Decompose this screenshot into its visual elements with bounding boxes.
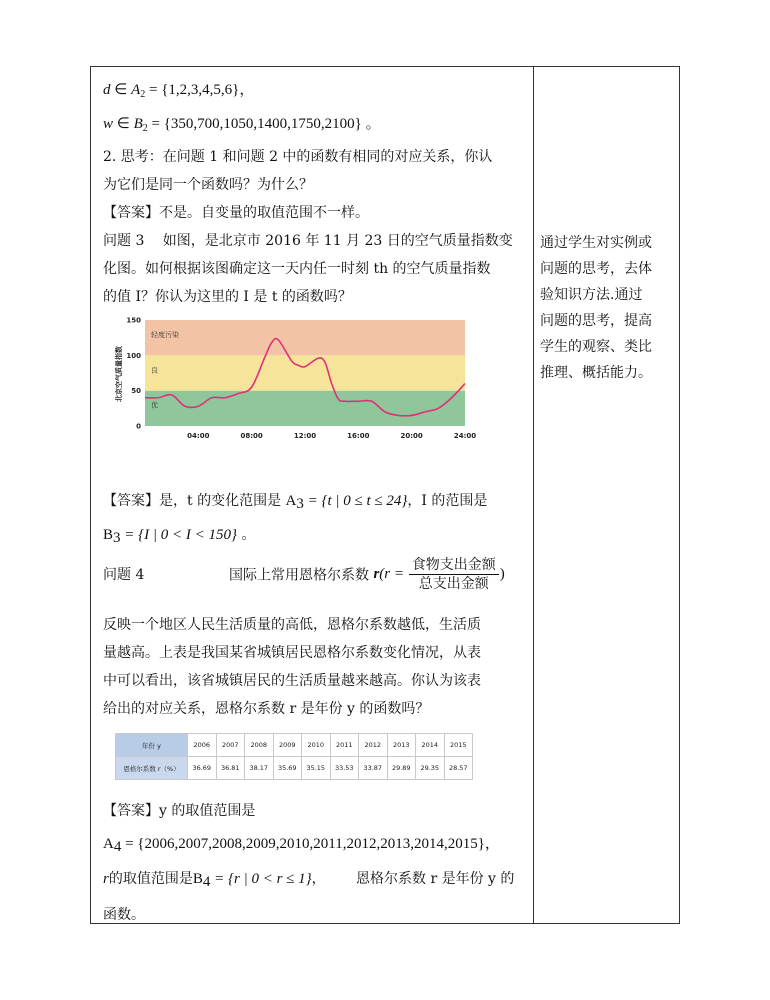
think-line-2: 为它们是同一个函数吗？为什么？ xyxy=(103,177,313,193)
table-row-values xyxy=(116,757,473,780)
chart-band-label: 轻度污染 xyxy=(151,331,179,339)
table-cell-value: 38.17 xyxy=(245,757,274,780)
q4-line-4: 中可以看出，该省城镇居民的生活质量越来越高。你认为该表 xyxy=(103,673,481,689)
table-cell-year: 2011 xyxy=(330,734,359,757)
q4-answer-line-1: 【答案】y 的取值范围是 xyxy=(103,803,256,819)
table-header-coefficient: 恩格尔系数 r（%） xyxy=(116,757,188,780)
q3-line-1: 问题 3 如图，是北京市 2016 年 11 月 23 日的空气质量指数变 xyxy=(103,233,513,249)
side-note xyxy=(540,230,670,386)
side-line: 学生的观察、类比 xyxy=(540,339,652,355)
think-line-1: 2. 思考：在问题 1 和问题 2 中的函数有相同的对应关系，你认 xyxy=(103,149,493,165)
side-line: 问题的思考，提高 xyxy=(540,313,652,329)
table-cell-year: 2008 xyxy=(245,734,274,757)
engel-table xyxy=(115,733,473,780)
table-header-year: 年份 y xyxy=(116,734,188,757)
q3-line-2: 化图。如何根据该图确定这一天内任一时刻 th 的空气质量指数 xyxy=(103,261,491,277)
chart-ytick-label: 0 xyxy=(136,422,141,431)
side-line: 推理、概括能力。 xyxy=(540,365,652,381)
table-cell-year: 2006 xyxy=(188,734,217,757)
q3-line-3: 的值 I？你认为这里的 I 是 t 的函数吗？ xyxy=(103,289,352,305)
q4-label: 问题 4 xyxy=(103,567,145,583)
chart-ytick-label: 50 xyxy=(131,387,141,396)
table-cell-year: 2015 xyxy=(444,734,473,757)
chart-ylabel: 北京空气质量指数 xyxy=(115,346,123,402)
table-row-years xyxy=(116,734,473,757)
table-cell-value: 29.35 xyxy=(416,757,445,780)
chart-xtick-label: 24:00 xyxy=(453,432,477,440)
chart-band xyxy=(145,355,465,390)
q3-answer-line-1: 【答案】是，t 的变化范围是 $A_3 = \{t$ | 0 ≤ t ≤ 24}，I 的范围是 xyxy=(103,493,488,512)
q4-answer-line-3-tail: 恩格尔系数 r 是年份 y 的 xyxy=(356,871,515,887)
table-cell-value: 33.53 xyxy=(330,757,359,780)
chart-band-label: 优 xyxy=(151,401,158,410)
q4-answer-line-4: 函数。 xyxy=(103,907,145,923)
table-cell-value: 35.69 xyxy=(273,757,302,780)
table-cell-year: 2010 xyxy=(302,734,331,757)
table-cell-year: 2009 xyxy=(273,734,302,757)
engel-formula: 国际上常用恩格尔系数 r(r = $\frac{\text{食物支出金额}}{\text{总支出金额}}$ ) xyxy=(229,557,505,592)
table-cell-year: 2013 xyxy=(387,734,416,757)
chart-xtick-label: 12:00 xyxy=(293,432,317,440)
table-cell-year: 2012 xyxy=(359,734,388,757)
chart-band xyxy=(145,320,465,355)
chart-band xyxy=(145,391,465,426)
table-cell-value: 36.81 xyxy=(216,757,245,780)
chart-ytick-label: 150 xyxy=(126,316,141,325)
q4-line-3: 量越高。上表是我国某省城镇居民恩格尔系数变化情况，从表 xyxy=(103,645,481,661)
table-cell-value: 33.87 xyxy=(359,757,388,780)
d-set-line: d ∈ $A_2 = \{1,2,3,4,5,6\}$， xyxy=(103,82,255,100)
chart-band-label: 良 xyxy=(151,366,158,375)
q4-answer-line-2: $A_4 = \{2006,2007,2008,2009,2010,2011,2012,2013,2014,2015\}$， xyxy=(103,836,500,855)
table-cell-year: 2007 xyxy=(216,734,245,757)
table-cell-value: 28.57 xyxy=(444,757,473,780)
side-line: 通过学生对实例或 xyxy=(540,235,652,251)
think-answer: 【答案】不是。自变量的取值范围不一样。 xyxy=(103,205,369,221)
table-cell-value: 35.15 xyxy=(302,757,331,780)
q3-answer-line-2: $B_3 = \{I$ | 0 < I < 150} 。 xyxy=(103,527,256,546)
side-line: 验知识方法.通过 xyxy=(540,287,643,303)
engel-fraction: $\frac{\text{食物支出金额}}{\text{总支出金额}}$ xyxy=(409,556,499,593)
aqi-chart xyxy=(103,312,483,444)
chart-xtick-label: 16:00 xyxy=(347,432,370,440)
side-line: 问题的思考，去体 xyxy=(540,261,652,277)
table-cell-year: 2014 xyxy=(416,734,445,757)
w-set-line: w ∈ $B_2 = \{350,700,1050,1400,1750,2100\}$ 。 xyxy=(103,116,381,134)
chart-ytick-label: 100 xyxy=(126,351,141,360)
q4-answer-line-3: r的取值范围是$B_4 = \{r$ | 0 < r ≤ 1}， xyxy=(103,871,326,890)
chart-xtick-label: 08:00 xyxy=(240,432,263,440)
chart-xtick-label: 04:00 xyxy=(187,432,210,440)
table-cell-value: 29.89 xyxy=(387,757,416,780)
chart-xtick-label: 20:00 xyxy=(400,432,423,440)
column-divider xyxy=(533,66,534,924)
q4-line-5: 给出的对应关系，恩格尔系数 r 是年份 y 的函数吗？ xyxy=(103,701,430,717)
q4-line-2: 反映一个地区人民生活质量的高低，恩格尔系数越低，生活质 xyxy=(103,617,481,633)
table-cell-value: 36.69 xyxy=(188,757,217,780)
